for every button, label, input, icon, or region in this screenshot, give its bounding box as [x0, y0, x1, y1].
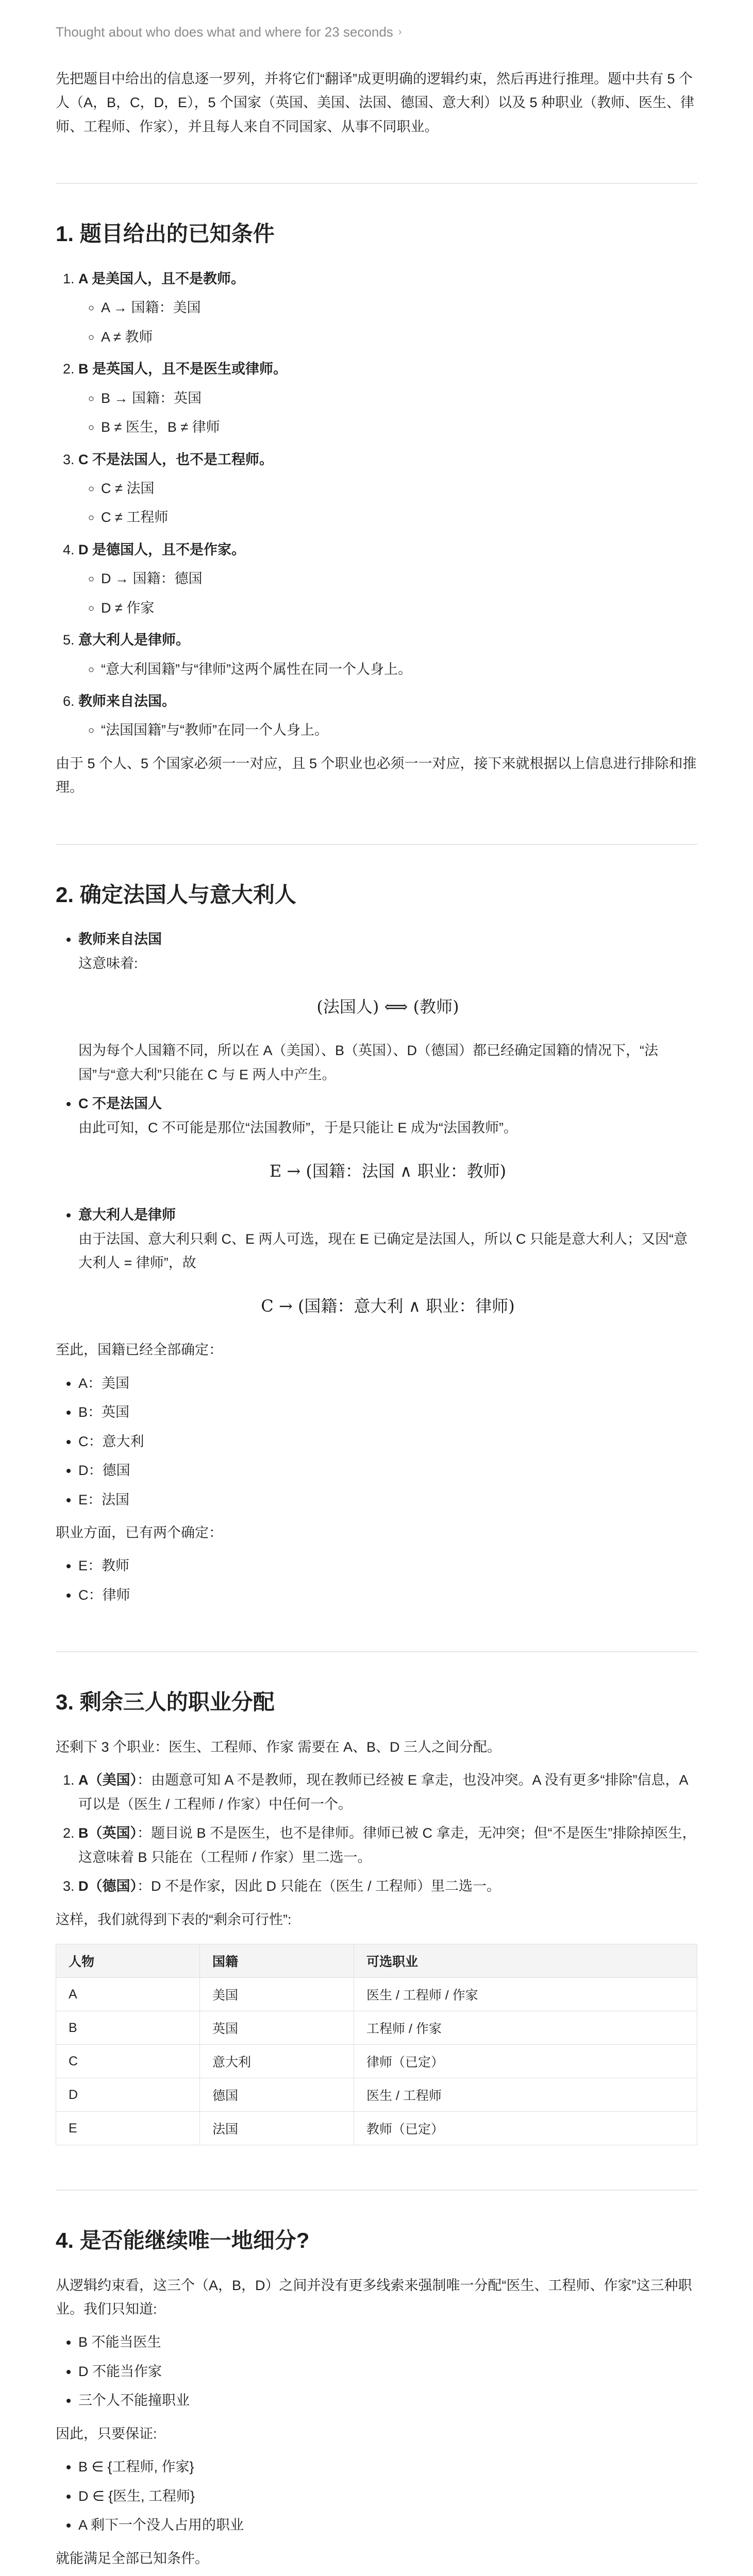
- job-lead: 职业方面，已有两个确定：: [56, 1525, 223, 1541]
- condition-head: C 不是法国人，也不是工程师。: [78, 451, 273, 467]
- condition-head: D 是德国人，且不是作家。: [78, 541, 245, 557]
- deduction-text: 由此可知，C 不可能是那位“法国教师”，于是只能让 E 成为“法国教师”。: [78, 1120, 517, 1136]
- condition-head: A 是美国人，且不是教师。: [78, 270, 245, 286]
- deduction-head: C 不是法国人: [78, 1096, 162, 1112]
- list-item: • B：英国: [78, 1400, 697, 1424]
- divider: [56, 2190, 697, 2191]
- deduction-item: [78, 1092, 697, 1185]
- condition-item: [78, 689, 697, 742]
- feasibility-table: [56, 1944, 697, 2145]
- column-header: 人物: [56, 1944, 200, 1978]
- item-head: A（美国）: [78, 1772, 137, 1788]
- item-text: ：题目说 B 不是医生，也不是律师。律师已被 C 拿走，无冲突；但“不是医生”排除掉医生，这意味着 B 只能在（工程师 / 作家）里二选一。: [78, 1825, 696, 1865]
- condition-item: [78, 357, 697, 439]
- table-cell: C: [56, 2045, 200, 2078]
- condition-head: 教师来自法国。: [78, 693, 176, 709]
- table-cell: E: [56, 2112, 200, 2145]
- condition-item: [78, 448, 697, 530]
- deduction-text: 由于法国、意大利只剩 C、E 两人可选，现在 E 已确定是法国人，所以 C 只能是意大利人；又因“意大利人 = 律师”，故: [78, 1231, 688, 1270]
- column-header: 可选职业: [354, 1944, 697, 1978]
- deduction-lead: 这意味着:: [78, 955, 138, 971]
- chevron-right-icon: ›: [398, 26, 402, 38]
- table-row: [56, 2112, 697, 2145]
- list-item: • E：教师: [78, 1554, 697, 1578]
- math-equation: C → (国籍：意大利 ∧ 职业：律师): [261, 1296, 515, 1316]
- divider: [56, 1651, 697, 1652]
- item-head: B（英国）: [78, 1825, 137, 1841]
- table-cell: 意大利: [200, 2045, 354, 2078]
- divider: [56, 183, 697, 184]
- nationality-list: [56, 1371, 697, 1512]
- table-cell: 德国: [200, 2078, 354, 2112]
- list-item: • C：律师: [78, 1583, 697, 1607]
- column-header: 国籍: [200, 1944, 354, 1978]
- given-conditions-list: [56, 267, 697, 742]
- table-cell: D: [56, 2078, 200, 2112]
- list-item: [78, 1821, 697, 1869]
- list-item: • 三个人不能撞职业: [78, 2388, 697, 2412]
- list-item: [78, 1874, 697, 1898]
- list-item: • D：德国: [78, 1459, 697, 1482]
- table-cell: 法国: [200, 2112, 354, 2145]
- table-row: [56, 2078, 697, 2112]
- item-head: D（德国）: [78, 1878, 137, 1894]
- condition-sub: ◦ “意大利国籍”与“律师”这两个属性在同一个人身上。: [101, 657, 697, 681]
- item-text: ：由题意可知 A 不是教师，现在教师已经被 E 拿走，也没冲突。A 没有更多“排除”信息，A 可以是（医生 / 工程师 / 作家）中任何一个。: [78, 1772, 688, 1812]
- list-item: • D 不能当作家: [78, 2360, 697, 2383]
- condition-sub: ◦ C ≠ 法国: [101, 477, 697, 500]
- condition-sub: ◦ D → 国籍：德国: [101, 567, 697, 590]
- section-1-title: 1. 题目给出的已知条件: [56, 222, 275, 246]
- deduction-head: 意大利人是律师: [78, 1207, 176, 1223]
- list-item: [78, 1768, 697, 1816]
- section-3-title: 3. 剩余三人的职业分配: [56, 1690, 275, 1715]
- condition-item: [78, 267, 697, 349]
- table-lead: 这样，我们就得到下表的“剩余可行性”:: [56, 1911, 292, 1927]
- deduction-head: 教师来自法国: [78, 931, 162, 947]
- list-item: • A 剩下一个没人占用的职业: [78, 2513, 697, 2537]
- job-list: [56, 1554, 697, 1607]
- deduction-text: 因为每个人国籍不同，所以在 A（美国）、B（英国）、D（德国）都已经确定国籍的情况下，“法国”与“意大利”只能在 C 与 E 两人中产生。: [78, 1043, 659, 1082]
- condition-head: B 是英国人，且不是医生或律师。: [78, 361, 287, 377]
- deduction-item: [78, 1203, 697, 1320]
- section-4-lead: 从逻辑约束看，这三个（A，B，D）之间并没有更多线索来强制唯一分配“医生、工程师、作家”这三种职业。我们只知道:: [56, 2277, 692, 2317]
- list-item: • E：法国: [78, 1488, 697, 1512]
- table-row: [56, 2045, 697, 2078]
- condition-head: 意大利人是律师。: [78, 632, 190, 648]
- item-text: ：D 不是作家，因此 D 只能在（医生 / 工程师）里二选一。: [137, 1878, 501, 1894]
- table-header-row: [56, 1944, 697, 1978]
- section-4-title: 4. 是否能继续唯一地细分?: [56, 2228, 310, 2252]
- table-cell: 医生 / 工程师 / 作家: [354, 1978, 697, 2011]
- list-item: • A：美国: [78, 1371, 697, 1395]
- thought-summary: Thought about who does what and where for 23 seconds: [56, 24, 393, 40]
- table-cell: 美国: [200, 1978, 354, 2011]
- condition-item: [78, 538, 697, 620]
- list-item: • D ∈ {医生, 工程师}: [78, 2484, 697, 2508]
- known-list: [56, 2330, 697, 2412]
- condition-sub: ◦ B → 国籍：英国: [101, 386, 697, 410]
- table-cell: 教师（已定）: [354, 2112, 697, 2145]
- deduction-item: [78, 927, 697, 1087]
- table-row: [56, 2011, 697, 2045]
- thought-toggle[interactable]: [56, 21, 697, 43]
- remaining-list: [56, 1768, 697, 1898]
- satisfy-text: 就能满足全部已知条件。: [56, 2550, 209, 2566]
- table-cell: A: [56, 1978, 200, 2011]
- constraint-list: [56, 2455, 697, 2537]
- table-row: [56, 1978, 697, 2011]
- intro-paragraph: 先把题目中给出的信息逐一罗列，并将它们“翻译”成更明确的逻辑约束，然后再进行推理。题中共有 5 个人（A，B，C，D，E），5 个国家（英国、美国、法国、德国、意大利）以及 5 种职业（教师、医生、律师、工程师、作家），并且每人来自不同国家、从事不同职业。: [56, 71, 695, 134]
- condition-sub: ◦ “法国国籍”与“教师”在同一个人身上。: [101, 718, 697, 742]
- list-item: • B 不能当医生: [78, 2330, 697, 2354]
- nationality-lead: 至此，国籍已经全部确定：: [56, 1342, 223, 1358]
- math-equation: E → (国籍：法国 ∧ 职业：教师): [269, 1161, 507, 1181]
- condition-sub: ◦ D ≠ 作家: [101, 596, 697, 620]
- section-3-lead: 还剩下 3 个职业：医生、工程师、作家 需要在 A、B、D 三人之间分配。: [56, 1739, 501, 1755]
- condition-item: [78, 628, 697, 681]
- section-1-closing: 由于 5 个人、5 个国家必须一一对应，且 5 个职业也必须一一对应，接下来就根据以上信息进行排除和推理。: [56, 755, 697, 795]
- message-content: [56, 0, 697, 2576]
- condition-sub: ◦ A → 国籍：美国: [101, 296, 697, 319]
- list-item: • C：意大利: [78, 1430, 697, 1453]
- divider: [56, 844, 697, 845]
- table-cell: 医生 / 工程师: [354, 2078, 697, 2112]
- table-cell: 律师（已定）: [354, 2045, 697, 2078]
- condition-sub: ◦ C ≠ 工程师: [101, 505, 697, 529]
- table-cell: B: [56, 2011, 200, 2045]
- math-equation: (法国人) ⟺ (教师): [316, 997, 459, 1017]
- deduction-list: [56, 927, 697, 1320]
- table-cell: 英国: [200, 2011, 354, 2045]
- condition-sub: ◦ A ≠ 教师: [101, 325, 697, 349]
- condition-sub: ◦ B ≠ 医生，B ≠ 律师: [101, 415, 697, 439]
- section-2-title: 2. 确定法国人与意大利人: [56, 882, 296, 907]
- only-lead: 因此，只要保证:: [56, 2426, 157, 2442]
- table-cell: 工程师 / 作家: [354, 2011, 697, 2045]
- list-item: • B ∈ {工程师, 作家}: [78, 2455, 697, 2479]
